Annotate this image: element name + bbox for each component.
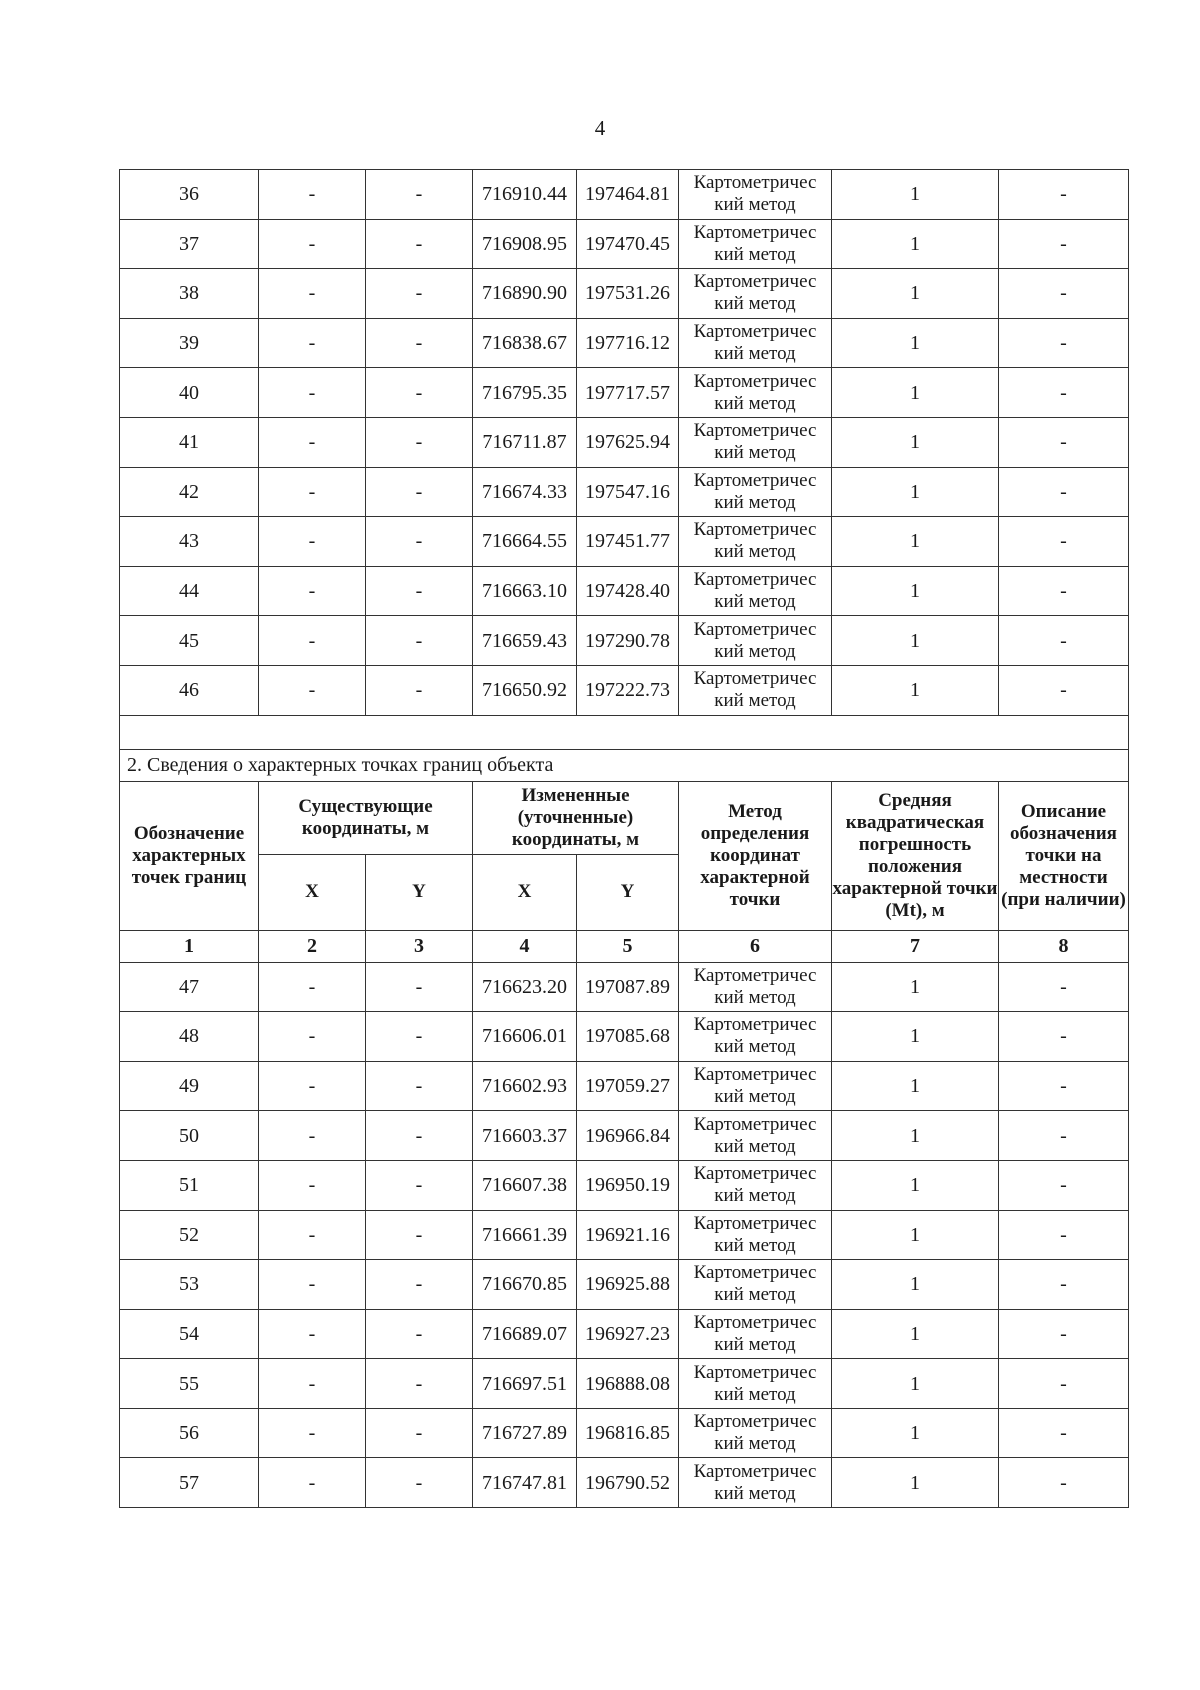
point-description: - <box>999 962 1129 1012</box>
method-line: Картометричес <box>693 1064 817 1086</box>
method-cell <box>679 1210 832 1260</box>
method-line: кий метод <box>714 194 796 216</box>
mt-value: 1 <box>832 1111 999 1161</box>
point-description: - <box>999 1111 1129 1161</box>
mt-value: 1 <box>832 269 999 319</box>
point-id: 52 <box>120 1210 259 1260</box>
changed-x: 716727.89 <box>473 1408 577 1458</box>
point-description: - <box>999 170 1129 220</box>
existing-x: - <box>259 1111 366 1161</box>
method-cell <box>679 1111 832 1161</box>
changed-x: 716908.95 <box>473 219 577 269</box>
changed-x: 716747.81 <box>473 1458 577 1508</box>
changed-x: 716602.93 <box>473 1061 577 1111</box>
existing-y: - <box>366 1160 473 1210</box>
existing-x: - <box>259 1012 366 1062</box>
method-cell <box>679 1260 832 1310</box>
method-cell <box>679 269 832 319</box>
changed-x: 716689.07 <box>473 1309 577 1359</box>
method-line: Картометричес <box>693 1311 817 1333</box>
point-id: 47 <box>120 962 259 1012</box>
header-x-existing: X <box>259 854 366 930</box>
method-line: Картометричес <box>693 469 817 491</box>
mt-value: 1 <box>832 318 999 368</box>
blank-row <box>120 715 1129 749</box>
existing-x: - <box>259 1309 366 1359</box>
method-cell <box>679 1160 832 1210</box>
point-id: 36 <box>120 170 259 220</box>
column-number: 1 <box>120 930 259 962</box>
point-id: 45 <box>120 616 259 666</box>
mt-value: 1 <box>832 616 999 666</box>
changed-y: 197290.78 <box>577 616 679 666</box>
table-row <box>120 566 1129 616</box>
point-id: 39 <box>120 318 259 368</box>
column-number: 2 <box>259 930 366 962</box>
existing-x: - <box>259 467 366 517</box>
point-description: - <box>999 318 1129 368</box>
column-number: 6 <box>679 930 832 962</box>
table-row <box>120 318 1129 368</box>
point-id: 55 <box>120 1359 259 1409</box>
existing-x: - <box>259 1458 366 1508</box>
changed-y: 196925.88 <box>577 1260 679 1310</box>
mt-value: 1 <box>832 1160 999 1210</box>
existing-y: - <box>366 1111 473 1161</box>
changed-x: 716697.51 <box>473 1359 577 1409</box>
method-cell <box>679 616 832 666</box>
method-cell <box>679 566 832 616</box>
changed-y: 197531.26 <box>577 269 679 319</box>
changed-x: 716838.67 <box>473 318 577 368</box>
method-line: Картометричес <box>693 1361 817 1383</box>
mt-value: 1 <box>832 368 999 418</box>
mt-value: 1 <box>832 1359 999 1409</box>
method-line: Картометричес <box>693 1163 817 1185</box>
method-cell <box>679 368 832 418</box>
existing-x: - <box>259 417 366 467</box>
method-line: Картометричес <box>693 420 817 442</box>
method-line: кий метод <box>714 1135 796 1157</box>
table-row <box>120 1160 1129 1210</box>
existing-y: - <box>366 368 473 418</box>
method-line: кий метод <box>714 491 796 513</box>
column-number: 5 <box>577 930 679 962</box>
method-line: кий метод <box>714 1036 796 1058</box>
method-line: кий метод <box>714 442 796 464</box>
method-line: кий метод <box>714 392 796 414</box>
method-line: Картометричес <box>693 1411 817 1433</box>
point-description: - <box>999 1260 1129 1310</box>
point-description: - <box>999 1012 1129 1062</box>
point-description: - <box>999 368 1129 418</box>
point-id: 37 <box>120 219 259 269</box>
changed-x: 716623.20 <box>473 962 577 1012</box>
point-description: - <box>999 1210 1129 1260</box>
existing-x: - <box>259 170 366 220</box>
point-id: 50 <box>120 1111 259 1161</box>
method-cell <box>679 665 832 715</box>
point-id: 49 <box>120 1061 259 1111</box>
method-line: кий метод <box>714 1185 796 1207</box>
method-line: Картометричес <box>693 668 817 690</box>
header-existing-coords: Существующие координаты, м <box>259 781 473 854</box>
existing-x: - <box>259 1160 366 1210</box>
existing-x: - <box>259 962 366 1012</box>
existing-x: - <box>259 1061 366 1111</box>
method-line: Картометричес <box>693 271 817 293</box>
changed-y: 197428.40 <box>577 566 679 616</box>
page-number: 4 <box>594 116 606 140</box>
method-line: кий метод <box>714 591 796 613</box>
method-line: кий метод <box>714 541 796 563</box>
existing-x: - <box>259 368 366 418</box>
mt-value: 1 <box>832 170 999 220</box>
method-cell <box>679 318 832 368</box>
existing-y: - <box>366 517 473 567</box>
point-id: 41 <box>120 417 259 467</box>
table-row <box>120 1260 1129 1310</box>
method-cell <box>679 417 832 467</box>
table-row <box>120 1111 1129 1161</box>
mt-value: 1 <box>832 566 999 616</box>
point-id: 43 <box>120 517 259 567</box>
header-method: Метод определения координат характерной точки <box>679 781 832 930</box>
section-title: 2. Сведения о характерных точках границ объекта <box>120 749 1129 781</box>
method-line: кий метод <box>714 1482 796 1504</box>
changed-x: 716659.43 <box>473 616 577 666</box>
method-cell <box>679 1359 832 1409</box>
changed-y: 196966.84 <box>577 1111 679 1161</box>
changed-x: 716795.35 <box>473 368 577 418</box>
method-line: Картометричес <box>693 618 817 640</box>
existing-y: - <box>366 1061 473 1111</box>
changed-x: 716890.90 <box>473 269 577 319</box>
existing-y: - <box>366 219 473 269</box>
point-id: 53 <box>120 1260 259 1310</box>
existing-x: - <box>259 616 366 666</box>
changed-y: 197716.12 <box>577 318 679 368</box>
changed-y: 197625.94 <box>577 417 679 467</box>
method-cell <box>679 1012 832 1062</box>
method-line: Картометричес <box>693 519 817 541</box>
table-row <box>120 368 1129 418</box>
table-row <box>120 467 1129 517</box>
changed-y: 197470.45 <box>577 219 679 269</box>
method-line: Картометричес <box>693 221 817 243</box>
method-cell <box>679 467 832 517</box>
mt-value: 1 <box>832 219 999 269</box>
changed-x: 716650.92 <box>473 665 577 715</box>
changed-x: 716606.01 <box>473 1012 577 1062</box>
table-row <box>120 1408 1129 1458</box>
existing-y: - <box>366 170 473 220</box>
point-id: 51 <box>120 1160 259 1210</box>
existing-x: - <box>259 517 366 567</box>
existing-x: - <box>259 318 366 368</box>
changed-y: 197085.68 <box>577 1012 679 1062</box>
mt-value: 1 <box>832 467 999 517</box>
method-line: кий метод <box>714 1433 796 1455</box>
point-id: 54 <box>120 1309 259 1359</box>
changed-x: 716910.44 <box>473 170 577 220</box>
changed-x: 716661.39 <box>473 1210 577 1260</box>
method-cell <box>679 1061 832 1111</box>
header-designation: Обозначение характерных точек границ <box>120 781 259 930</box>
changed-y: 197464.81 <box>577 170 679 220</box>
method-line: кий метод <box>714 343 796 365</box>
existing-y: - <box>366 1210 473 1260</box>
point-id: 44 <box>120 566 259 616</box>
existing-x: - <box>259 566 366 616</box>
header-error: Средняя квадратическая погрешность положения характерной точки (Mt), м <box>832 781 999 930</box>
table-row <box>120 170 1129 220</box>
boundary-points-table <box>119 169 1129 1508</box>
method-cell <box>679 1408 832 1458</box>
mt-value: 1 <box>832 1309 999 1359</box>
point-id: 46 <box>120 665 259 715</box>
method-line: Картометричес <box>693 1014 817 1036</box>
method-cell <box>679 170 832 220</box>
changed-x: 716711.87 <box>473 417 577 467</box>
existing-y: - <box>366 1012 473 1062</box>
method-cell <box>679 517 832 567</box>
method-line: Картометричес <box>693 1113 817 1135</box>
changed-y: 197451.77 <box>577 517 679 567</box>
changed-y: 196816.85 <box>577 1408 679 1458</box>
mt-value: 1 <box>832 1458 999 1508</box>
changed-x: 716663.10 <box>473 566 577 616</box>
method-line: кий метод <box>714 1383 796 1405</box>
changed-y: 196921.16 <box>577 1210 679 1260</box>
mt-value: 1 <box>832 1408 999 1458</box>
mt-value: 1 <box>832 1012 999 1062</box>
table-row <box>120 269 1129 319</box>
changed-y: 196927.23 <box>577 1309 679 1359</box>
point-description: - <box>999 1160 1129 1210</box>
rows-part-1 <box>120 170 1129 716</box>
existing-y: - <box>366 1309 473 1359</box>
mt-value: 1 <box>832 962 999 1012</box>
point-description: - <box>999 467 1129 517</box>
table-row <box>120 665 1129 715</box>
method-line: Картометричес <box>693 569 817 591</box>
existing-x: - <box>259 1260 366 1310</box>
point-description: - <box>999 219 1129 269</box>
existing-x: - <box>259 269 366 319</box>
changed-y: 197059.27 <box>577 1061 679 1111</box>
changed-y: 197087.89 <box>577 962 679 1012</box>
method-line: Картометричес <box>693 172 817 194</box>
changed-x: 716607.38 <box>473 1160 577 1210</box>
mt-value: 1 <box>832 1260 999 1310</box>
method-line: Картометричес <box>693 964 817 986</box>
header-y-changed: Y <box>577 854 679 930</box>
existing-x: - <box>259 1408 366 1458</box>
method-cell <box>679 962 832 1012</box>
table-row <box>120 417 1129 467</box>
table-row <box>120 1359 1129 1409</box>
existing-y: - <box>366 616 473 666</box>
point-description: - <box>999 1061 1129 1111</box>
method-line: кий метод <box>714 1086 796 1108</box>
method-line: кий метод <box>714 293 796 315</box>
header-changed-coords: Измененные (уточненные) координаты, м <box>473 781 679 854</box>
point-description: - <box>999 1408 1129 1458</box>
point-id: 42 <box>120 467 259 517</box>
table-row <box>120 1458 1129 1508</box>
changed-x: 716670.85 <box>473 1260 577 1310</box>
table-row <box>120 219 1129 269</box>
table-row <box>120 1210 1129 1260</box>
existing-x: - <box>259 1359 366 1409</box>
changed-x: 716603.37 <box>473 1111 577 1161</box>
existing-y: - <box>366 962 473 1012</box>
point-description: - <box>999 517 1129 567</box>
column-number: 4 <box>473 930 577 962</box>
existing-y: - <box>366 665 473 715</box>
point-id: 48 <box>120 1012 259 1062</box>
point-description: - <box>999 269 1129 319</box>
point-id: 40 <box>120 368 259 418</box>
point-description: - <box>999 616 1129 666</box>
header-x-changed: X <box>473 854 577 930</box>
method-line: кий метод <box>714 986 796 1008</box>
point-id: 38 <box>120 269 259 319</box>
table-row <box>120 962 1129 1012</box>
existing-y: - <box>366 269 473 319</box>
existing-y: - <box>366 566 473 616</box>
rows-part-2 <box>120 962 1129 1508</box>
method-line: кий метод <box>714 640 796 662</box>
table-row <box>120 1309 1129 1359</box>
existing-y: - <box>366 467 473 517</box>
point-description: - <box>999 417 1129 467</box>
point-id: 57 <box>120 1458 259 1508</box>
table-row <box>120 1061 1129 1111</box>
section-title-row <box>120 749 1129 781</box>
table-row <box>120 616 1129 666</box>
method-line: кий метод <box>714 1234 796 1256</box>
point-description: - <box>999 665 1129 715</box>
existing-y: - <box>366 318 473 368</box>
header-description: Описание обозначения точки на местности (при наличии) <box>999 781 1129 930</box>
method-line: кий метод <box>714 243 796 265</box>
method-line: Картометричес <box>693 1460 817 1482</box>
mt-value: 1 <box>832 517 999 567</box>
method-line: Картометричес <box>693 370 817 392</box>
point-description: - <box>999 1309 1129 1359</box>
point-description: - <box>999 1359 1129 1409</box>
method-line: кий метод <box>714 690 796 712</box>
method-line: кий метод <box>714 1333 796 1355</box>
header-y-existing: Y <box>366 854 473 930</box>
method-cell <box>679 1309 832 1359</box>
table-row <box>120 1012 1129 1062</box>
column-number: 8 <box>999 930 1129 962</box>
method-line: Картометричес <box>693 321 817 343</box>
changed-x: 716674.33 <box>473 467 577 517</box>
existing-y: - <box>366 1359 473 1409</box>
existing-y: - <box>366 1260 473 1310</box>
method-line: кий метод <box>714 1284 796 1306</box>
column-number: 7 <box>832 930 999 962</box>
changed-y: 197717.57 <box>577 368 679 418</box>
changed-y: 197547.16 <box>577 467 679 517</box>
changed-y: 197222.73 <box>577 665 679 715</box>
table-row <box>120 517 1129 567</box>
existing-y: - <box>366 1458 473 1508</box>
existing-x: - <box>259 1210 366 1260</box>
header-row <box>120 781 1129 854</box>
method-cell <box>679 1458 832 1508</box>
mt-value: 1 <box>832 417 999 467</box>
method-line: Картометричес <box>693 1212 817 1234</box>
changed-y: 196790.52 <box>577 1458 679 1508</box>
point-id: 56 <box>120 1408 259 1458</box>
mt-value: 1 <box>832 1210 999 1260</box>
existing-y: - <box>366 417 473 467</box>
method-cell <box>679 219 832 269</box>
point-description: - <box>999 1458 1129 1508</box>
mt-value: 1 <box>832 665 999 715</box>
mt-value: 1 <box>832 1061 999 1111</box>
existing-x: - <box>259 665 366 715</box>
existing-y: - <box>366 1408 473 1458</box>
point-description: - <box>999 566 1129 616</box>
changed-y: 196950.19 <box>577 1160 679 1210</box>
column-number: 3 <box>366 930 473 962</box>
existing-x: - <box>259 219 366 269</box>
changed-y: 196888.08 <box>577 1359 679 1409</box>
method-line: Картометричес <box>693 1262 817 1284</box>
column-numbers-row <box>120 930 1129 962</box>
changed-x: 716664.55 <box>473 517 577 567</box>
